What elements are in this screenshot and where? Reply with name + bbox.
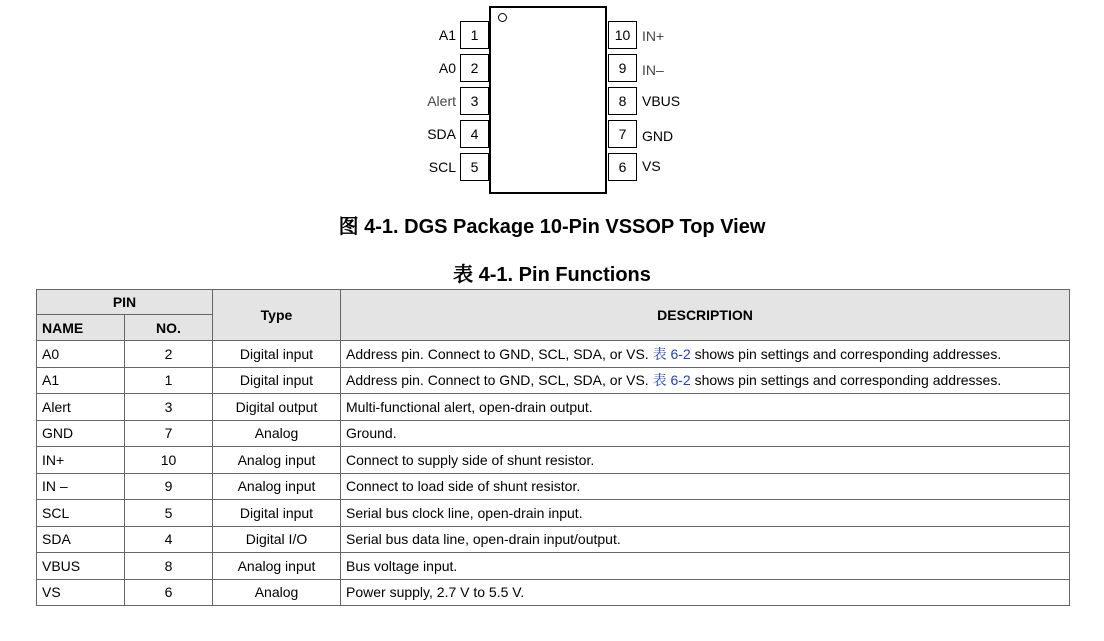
header-pin: PIN — [37, 290, 213, 315]
cell-no: 2 — [125, 341, 213, 368]
cell-description: Multi-functional alert, open-drain output. — [341, 394, 1070, 421]
cell-no: 4 — [125, 526, 213, 553]
cell-name: Alert — [37, 394, 125, 421]
pin-box-left-3: 3 — [460, 87, 489, 115]
cell-name: SDA — [37, 526, 125, 553]
cell-no: 8 — [125, 553, 213, 580]
package-diagram — [0, 0, 1104, 200]
table-6-2-link[interactable]: 表 6-2 — [652, 372, 691, 389]
cell-type: Analog input — [213, 447, 341, 474]
cell-description — [341, 341, 1070, 368]
cell-type: Digital output — [213, 394, 341, 421]
header-type: Type — [213, 290, 341, 341]
description-text-after: shows pin settings and corresponding addresses. — [690, 372, 1002, 389]
pin-box-left-1: 1 — [460, 21, 489, 49]
pin-box-left-5: 5 — [460, 153, 489, 181]
cell-type: Digital I/O — [213, 526, 341, 553]
cell-name: VS — [37, 579, 125, 606]
table-caption: 表 4-1. Pin Functions — [453, 264, 651, 286]
pin-box-right-9: 9 — [608, 54, 637, 82]
cell-no: 5 — [125, 500, 213, 527]
pin1-marker-icon — [498, 13, 507, 22]
table-row — [37, 500, 1070, 527]
pin-label-right-10: IN+ — [642, 28, 665, 44]
pin-label-left-2: A0 — [438, 60, 456, 76]
cell-no: 10 — [125, 447, 213, 474]
table-6-2-link[interactable]: 表 6-2 — [652, 345, 691, 362]
figure-caption: 图 4-1. DGS Package 10-Pin VSSOP Top View — [338, 216, 766, 238]
cell-type: Analog — [213, 579, 341, 606]
cell-no: 9 — [125, 473, 213, 500]
pin-label-right-6: VS — [642, 158, 661, 174]
cell-type: Analog input — [213, 553, 341, 580]
table-row — [37, 420, 1070, 447]
cell-no: 1 — [125, 367, 213, 394]
cell-description: Power supply, 2.7 V to 5.5 V. — [341, 579, 1070, 606]
pin-label-right-7: GND — [642, 128, 674, 144]
table-row — [37, 367, 1070, 394]
cell-name: SCL — [37, 500, 125, 527]
pin-box-right-8: 8 — [608, 87, 637, 115]
cell-name: IN – — [37, 473, 125, 500]
pin-label-left-3: Alert — [427, 93, 456, 109]
pin-label-left-5: SCL — [428, 159, 456, 175]
pin-box-left-2: 2 — [460, 54, 489, 82]
header-no: NO. — [125, 315, 213, 341]
cell-no: 6 — [125, 579, 213, 606]
table-row — [37, 341, 1070, 368]
pin-functions-table — [36, 289, 1070, 606]
pin-label-right-8: VBUS — [642, 93, 681, 109]
pin-box-right-7: 7 — [608, 120, 637, 148]
pin-label-right-9: IN– — [642, 62, 664, 78]
cell-description: Ground. — [341, 420, 1070, 447]
pin-label-left-4: SDA — [427, 126, 456, 142]
cell-name: A1 — [37, 367, 125, 394]
cell-name: A0 — [37, 341, 125, 368]
cell-name: IN+ — [37, 447, 125, 474]
pin-box-right-10: 10 — [608, 21, 637, 49]
cell-type: Digital input — [213, 500, 341, 527]
table-header-row — [37, 290, 1070, 315]
table-row — [37, 447, 1070, 474]
table-row — [37, 394, 1070, 421]
cell-no: 7 — [125, 420, 213, 447]
table-row — [37, 526, 1070, 553]
cell-type: Analog — [213, 420, 341, 447]
pin-label-left-1: A1 — [438, 27, 456, 43]
cell-description: Bus voltage input. — [341, 553, 1070, 580]
cell-no: 3 — [125, 394, 213, 421]
cell-description: Serial bus data line, open-drain input/output. — [341, 526, 1070, 553]
cell-type: Analog input — [213, 473, 341, 500]
table-row — [37, 579, 1070, 606]
description-text: Address pin. Connect to GND, SCL, SDA, or VS. — [346, 345, 653, 362]
table-row — [37, 473, 1070, 500]
description-text: Address pin. Connect to GND, SCL, SDA, or VS. — [346, 372, 653, 389]
chip-body — [489, 6, 607, 194]
pin-box-left-4: 4 — [460, 120, 489, 148]
header-name: NAME — [37, 315, 125, 341]
pin-box-right-6: 6 — [608, 153, 637, 181]
cell-description: Serial bus clock line, open-drain input. — [341, 500, 1070, 527]
cell-type: Digital input — [213, 367, 341, 394]
cell-name: GND — [37, 420, 125, 447]
description-text-after: shows pin settings and corresponding addresses. — [690, 345, 1002, 362]
cell-description: Connect to load side of shunt resistor. — [341, 473, 1070, 500]
cell-description — [341, 367, 1070, 394]
cell-name: VBUS — [37, 553, 125, 580]
cell-type: Digital input — [213, 341, 341, 368]
cell-description: Connect to supply side of shunt resistor. — [341, 447, 1070, 474]
header-description: DESCRIPTION — [341, 290, 1070, 341]
table-row — [37, 553, 1070, 580]
